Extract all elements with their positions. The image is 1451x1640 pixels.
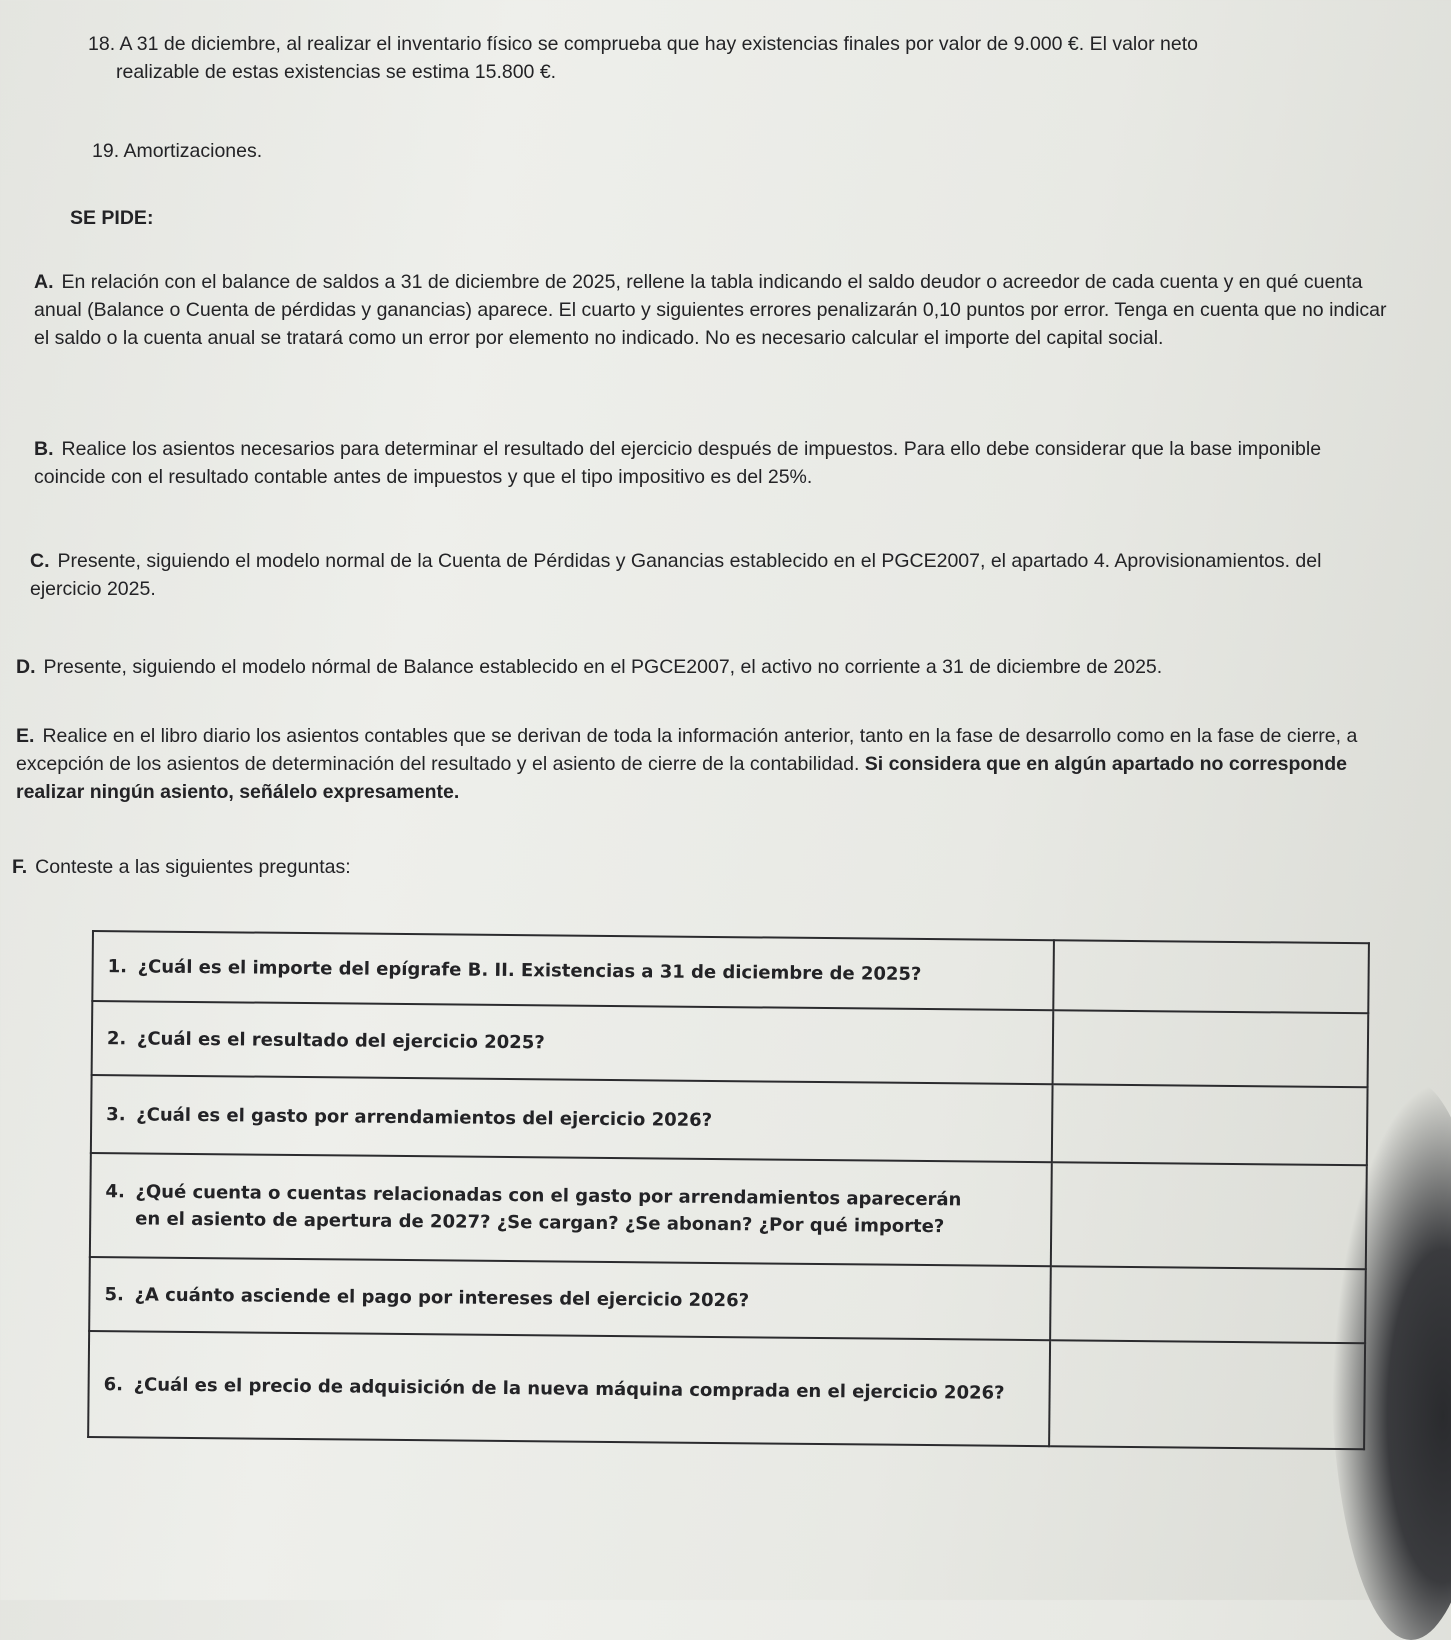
question-number: 6. [103,1373,124,1395]
item-a-label: A. [34,271,54,293]
item-e-text: Realice en el libro diario los asientos contables que se derivan de toda la información anterior, tanto en la fase de desarrollo como en la fase de cierre, a excepción de los asientos de determinación del resultado y el asiento de cierre de la contabilidad. [16,725,1358,775]
question-number: 4. [105,1181,125,1203]
question-cell [89,1257,1050,1340]
answer-cell[interactable] [1053,940,1369,1013]
question-row [89,1257,1366,1343]
question-text: ¿Cuál es el gasto por arrendamientos del ejercicio 2026? [136,1103,713,1131]
item-b-label: B. [34,438,54,460]
answer-cell[interactable] [1052,1010,1368,1087]
question-cell [91,1075,1052,1162]
question-text-continuation: en el asiento de apertura de 2027? ¿Se cargan? ¿Se abonan? ¿Por qué importe? [135,1208,945,1238]
question-number: 2. [106,1027,127,1049]
question-row [91,1075,1368,1165]
item-e [16,722,1376,806]
item-d-text: Presente, siguiendo el modelo nórmal de Balance establecido en el PGCE2007, el activo no corriente a 31 de diciembre de 2025. [43,656,1163,678]
question-cell [88,1331,1050,1446]
answer-cell[interactable] [1052,1084,1368,1165]
item-18 [88,30,1428,86]
question-row [88,1331,1365,1449]
item-f-text: Conteste a las siguientes preguntas: [35,856,351,878]
question-text: ¿Cuál es el resultado del ejercicio 2025? [136,1027,545,1053]
question-number: 3. [106,1103,126,1125]
item-19: 19. Amortizaciones. [92,140,263,162]
item-d [16,653,1376,681]
item-18-line2: realizable de estas existencias se estima 15.800 €. [116,61,557,83]
question-cell [92,1001,1053,1084]
item-e-bold-text: Si considera que en algún apartado no corresponde realizar ningún asiento, señálelo expresamente. [16,753,1347,803]
question-text: ¿Cuál es el importe del epígrafe B. II. Existencias a 31 de diciembre de 2025? [137,955,922,985]
item-a [34,268,1394,352]
item-a-text: En relación con el balance de saldos a 31 de diciembre de 2025, rellene la tabla indicando el saldo deudor o acreedor de cada cuenta y en qué cuenta anual (Balance o Cuenta de pérdidas y ganancias) aparece. El cuarto y siguientes errores penalizarán 0,10 puntos por error. Tenga en cuenta que no indicar el saldo o la cuenta anual se tratará como un error por elemento no indicado. No es necesario calcular el importe del capital social. [34,271,1387,349]
question-cell [90,1153,1052,1266]
question-text: ¿A cuánto asciende el pago por intereses del ejercicio 2026? [134,1283,750,1311]
question-text: ¿Cuál es el precio de adquisición de la nueva máquina comprada en el ejercicio 2026? [133,1373,1005,1404]
question-row [92,931,1369,1013]
question-row [92,1001,1369,1087]
answer-cell[interactable] [1049,1340,1365,1449]
item-b [34,435,1394,491]
item-b-text: Realice los asientos necesarios para determinar el resultado del ejercicio después de impuestos. Para ello debe considerar que la base imponible coincide con el resultado contable antes de impuestos y que el tipo impositivo es del 25%. [34,438,1322,488]
question-number: 5. [104,1283,124,1305]
answer-cell[interactable] [1051,1162,1367,1269]
se-pide-heading: SE PIDE: [70,207,154,229]
item-c-label: C. [30,550,50,572]
item-e-label: E. [16,725,35,747]
item-18-line1: 18. A 31 de diciembre, al realizar el inventario físico se comprueba que hay existencias finales por valor de 9.000 €. El valor neto [88,33,1198,55]
question-text: ¿Qué cuenta o cuentas relacionadas con el gasto por arrendamientos aparecerán [135,1181,962,1211]
item-c-text: Presente, siguiendo el modelo normal de la Cuenta de Pérdidas y Ganancias establecido en el PGCE2007, el apartado 4. Aprovisionamientos. del ejercicio 2025. [30,550,1322,600]
question-cell [92,931,1053,1010]
item-f [12,853,1372,881]
answer-cell[interactable] [1050,1266,1366,1343]
item-c [30,547,1390,603]
question-row [90,1153,1367,1269]
question-number: 1. [107,955,128,977]
item-d-label: D. [16,656,36,678]
item-f-label: F. [12,856,28,878]
questions-table [87,930,1370,1450]
